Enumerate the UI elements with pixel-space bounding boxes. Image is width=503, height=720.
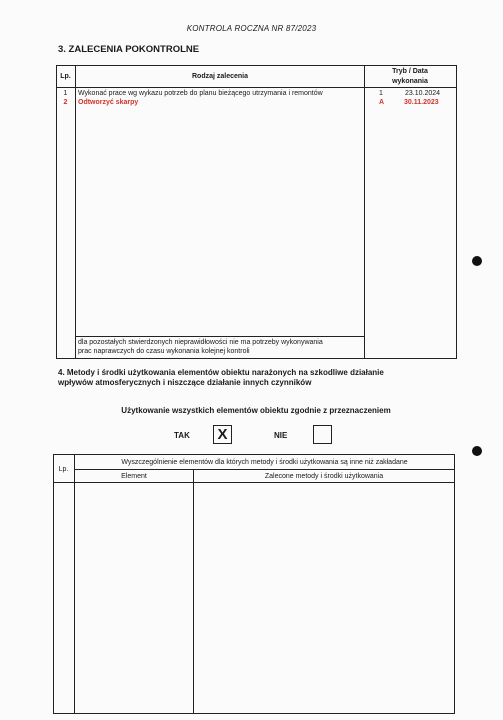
table1-rodzaj-header: Rodzaj zalecenia xyxy=(191,73,249,80)
table1-note-line2: prac naprawczych do czasu wykonania kolejnej kontroli xyxy=(78,348,250,355)
document-header: KONTROLA ROCZNA NR 87/2023 xyxy=(186,24,317,33)
table2-col-methods: Zalecone metody i środki użytkowania xyxy=(264,473,384,480)
section3-title: 3. ZALECENIA POKONTROLNE xyxy=(58,44,200,55)
table-row-text: Wykonać prace wg wykazu potrzeb do planu bieżącego utrzymania i remontów xyxy=(78,90,323,97)
recommendations-table xyxy=(56,65,457,359)
section4-title-line2: wpływów atmosferycznych i niszczące działanie innych czynników xyxy=(58,378,312,387)
table-row-tryb: A xyxy=(379,99,385,106)
table2-col-element: Element xyxy=(121,473,147,480)
table1-tryb-header-1: Tryb / Data xyxy=(392,68,428,75)
nie-label: NIE xyxy=(274,431,288,440)
table2-col-divider xyxy=(193,469,194,713)
tak-checkbox[interactable]: X xyxy=(213,425,232,444)
section4-title-line1: 4. Metody i środki użytkowania elementów obiektu narażonych na szkodliwe działanie xyxy=(58,368,384,377)
tak-label: TAK xyxy=(174,431,190,440)
table1-tryb-header-2: wykonania xyxy=(392,78,428,85)
methods-table xyxy=(53,454,455,714)
table2-header-divider2 xyxy=(53,482,454,483)
table2-header: Wyszczególnienie elementów dla których metody i środki użytkowania są inne niż zakładane xyxy=(121,459,408,466)
usage-heading: Użytkowanie wszystkich elementów obiektu zgodnie z przeznaczeniem xyxy=(121,406,391,415)
table1-col-divider-1 xyxy=(75,65,76,358)
table2-lp-header: Lp. xyxy=(58,466,69,473)
table1-col-divider-2 xyxy=(364,65,365,358)
table-row-date: 23.10.2024 xyxy=(405,90,441,97)
table2-lp-divider xyxy=(74,454,75,713)
table1-lp-header: Lp. xyxy=(60,73,71,80)
table-row-lp: 2 xyxy=(63,99,68,106)
table-row-date: 30.11.2023 xyxy=(404,99,439,106)
table-row-text: Odtworzyć skarpy xyxy=(78,99,139,106)
table2-header-divider1 xyxy=(74,469,454,470)
table-row-lp: 1 xyxy=(63,90,68,97)
table1-header-divider xyxy=(56,87,456,88)
binder-hole-dot xyxy=(472,256,482,266)
nie-checkbox[interactable] xyxy=(313,425,332,444)
binder-hole-dot xyxy=(472,446,482,456)
table1-note-line1: dla pozostałych stwierdzonych nieprawidłowości nie ma potrzeby wykonywania xyxy=(78,339,323,346)
table-row-tryb: 1 xyxy=(379,90,383,97)
